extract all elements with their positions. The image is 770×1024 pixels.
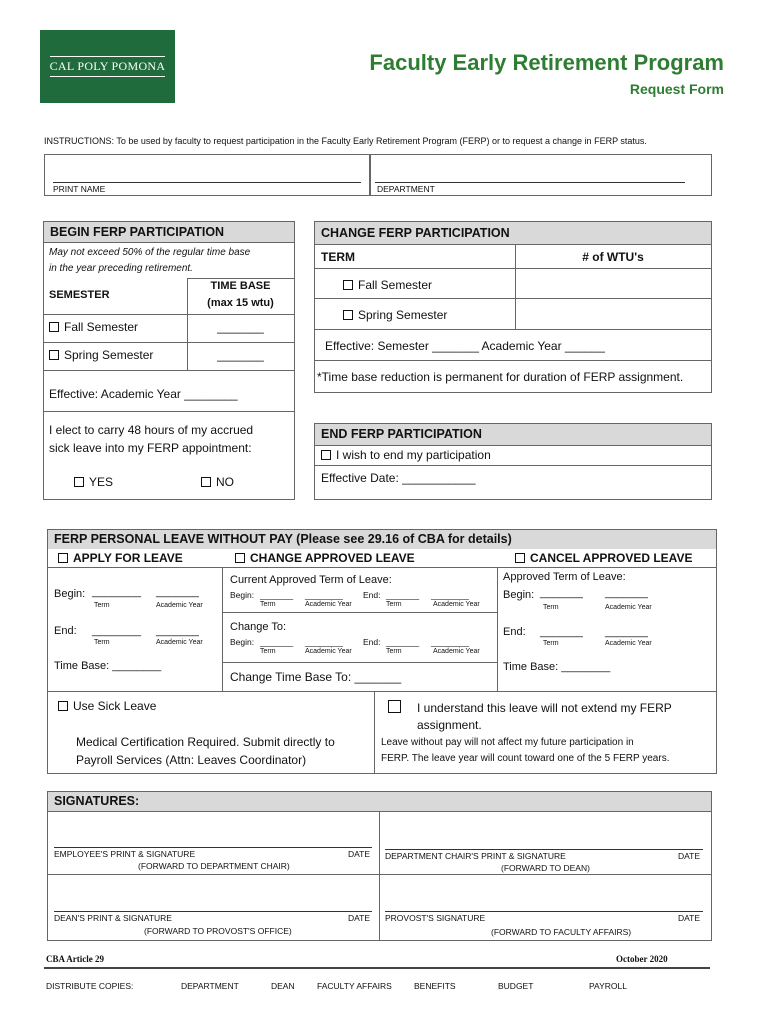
checkbox-icon (58, 701, 68, 711)
checkbox-icon (49, 322, 59, 332)
department-field[interactable] (370, 154, 712, 196)
copy-dean: DEAN (271, 981, 295, 991)
employee-date-label: DATE (348, 849, 371, 859)
change-ferp-section (314, 221, 712, 393)
leave-note-2: FERP. The leave year will count toward one of the 5 FERP years. (381, 753, 670, 764)
signatures-section (47, 791, 712, 941)
end-ferp-section (314, 423, 712, 500)
chair-date-label: DATE (678, 851, 701, 861)
copy-faculty-affairs: FACULTY AFFAIRS (317, 981, 392, 991)
begin-fall-blank[interactable]: _______ (217, 320, 264, 334)
logo-text: CAL POLY POMONA (50, 56, 166, 77)
provost-date-label: DATE (678, 913, 701, 923)
year-caption: Academic Year (156, 639, 203, 646)
current-end-label: End: (363, 590, 381, 600)
copy-budget: BUDGET (498, 981, 534, 991)
checkbox-icon (58, 553, 68, 563)
current-end-year[interactable]: ________ (431, 590, 469, 600)
change-spring-option[interactable] (343, 308, 447, 322)
yes-option[interactable] (74, 475, 113, 489)
copy-department: DEPARTMENT (181, 981, 239, 991)
instructions: INSTRUCTIONS: To be used by faculty to request participation in the Faculty Early Retirement Program (FERP) or to request a change in FERP status. (44, 136, 647, 146)
change-spring-label: Spring Semester (358, 308, 448, 322)
understand-text-1: I understand this leave will not extend my FERP (417, 701, 672, 715)
term-header: TERM (321, 250, 355, 264)
current-approved-term: Current Approved Term of Leave: (230, 574, 392, 586)
term-caption: Term (260, 601, 276, 608)
cancel-end-label: End: (503, 626, 526, 638)
chair-signature-field[interactable] (385, 820, 703, 848)
current-end-term[interactable]: _______ (386, 590, 420, 600)
logo (40, 30, 175, 103)
apply-end-label: End: (54, 625, 77, 637)
dean-signature-label: DEAN'S PRINT & SIGNATURE (54, 913, 172, 923)
form-title: Faculty Early Retirement Program (369, 50, 724, 75)
leave-note-1: Leave without pay will not affect my future participation in (381, 737, 634, 748)
department-label: DEPARTMENT (377, 184, 435, 194)
distribute-label: DISTRIBUTE COPIES: (46, 981, 134, 991)
cancel-end-term[interactable]: _______ (540, 626, 583, 638)
checkbox-icon (321, 450, 331, 460)
begin-ferp-title: BEGIN FERP PARTICIPATION (44, 222, 294, 242)
checkbox-icon (343, 280, 353, 290)
cancel-begin-term[interactable]: _______ (540, 587, 583, 599)
yes-label: YES (89, 475, 114, 489)
apply-time-base[interactable]: Time Base: ________ (54, 660, 162, 672)
begin-spring-blank[interactable]: _______ (217, 348, 264, 362)
provost-forward: (FORWARD TO FACULTY AFFAIRS) (491, 927, 632, 937)
sick-leave-text-2: sick leave into my FERP appointment: (49, 441, 252, 455)
employee-signature-label: EMPLOYEE'S PRINT & SIGNATURE (54, 849, 196, 859)
time-base-header: TIME BASE (210, 280, 271, 292)
apply-leave-option[interactable] (58, 551, 183, 565)
print-name-label: PRINT NAME (53, 184, 106, 194)
change-end-label: End: (363, 637, 381, 647)
year-caption: Academic Year (305, 601, 352, 608)
apply-end-year[interactable]: _______ (156, 625, 199, 637)
use-sick-leave-option[interactable] (58, 699, 156, 713)
apply-end-term[interactable]: ________ (92, 625, 141, 637)
print-name-field[interactable] (44, 154, 370, 196)
begin-effective[interactable]: Effective: Academic Year ________ (49, 387, 238, 401)
cancel-end-year[interactable]: _______ (605, 626, 648, 638)
begin-spring-option[interactable] (49, 348, 153, 362)
dean-signature-field[interactable] (54, 882, 372, 910)
change-begin-term[interactable]: _______ (260, 637, 294, 647)
end-wish-label: I wish to end my participation (336, 448, 491, 462)
wtu-header: # of WTU's (582, 250, 644, 264)
begin-note-1: May not exceed 50% of the regular time base (49, 247, 251, 258)
checkbox-icon (235, 553, 245, 563)
change-time-base[interactable]: Change Time Base To: _______ (230, 670, 402, 684)
semester-header: SEMESTER (49, 289, 110, 301)
checkbox-icon (201, 477, 211, 487)
understand-text-2: assignment. (417, 718, 482, 732)
apply-end[interactable] (54, 625, 77, 637)
term-caption: Term (386, 601, 402, 608)
term-caption: Term (543, 640, 559, 647)
cancel-leave-option[interactable] (515, 551, 692, 565)
term-caption: Term (543, 604, 559, 611)
apply-begin-year[interactable]: _______ (156, 586, 199, 598)
current-begin-year[interactable]: ________ (305, 590, 343, 600)
understand-checkbox[interactable] (388, 700, 401, 713)
change-end-term[interactable]: _______ (386, 637, 420, 647)
apply-begin[interactable] (54, 588, 85, 600)
change-ferp-title: CHANGE FERP PARTICIPATION (315, 222, 711, 244)
term-caption: Term (260, 648, 276, 655)
cancel-begin-label: Begin: (503, 589, 535, 601)
apply-leave-label: APPLY FOR LEAVE (73, 551, 183, 565)
current-begin-label: Begin: (230, 590, 255, 600)
begin-spring-label: Spring Semester (64, 348, 154, 362)
begin-note-2: in the year preceding retirement. (49, 263, 193, 274)
checkbox-icon (49, 350, 59, 360)
leave-section (47, 529, 717, 774)
employee-signature-field[interactable] (54, 820, 372, 846)
approved-term: Approved Term of Leave: (503, 571, 626, 583)
change-note: *Time base reduction is permanent for duration of FERP assignment. (317, 370, 684, 384)
year-caption: Academic Year (433, 601, 480, 608)
chair-forward: (FORWARD TO DEAN) (501, 863, 590, 873)
medical-cert-1: Medical Certification Required. Submit directly to (76, 735, 335, 749)
dean-date-label: DATE (348, 913, 371, 923)
year-caption: Academic Year (605, 604, 652, 611)
year-caption: Academic Year (156, 602, 203, 609)
sick-leave-text-1: I elect to carry 48 hours of my accrued (49, 423, 254, 437)
change-leave-option[interactable] (235, 551, 415, 565)
cancel-begin-year[interactable]: _______ (605, 587, 648, 599)
cba-article: CBA Article 29 (46, 954, 104, 964)
footer-divider (44, 967, 710, 969)
term-caption: Term (94, 602, 110, 609)
year-caption: Academic Year (433, 648, 480, 655)
change-effective[interactable]: Effective: Semester _______ Academic Year ______ (325, 339, 605, 353)
change-begin-year[interactable]: ________ (305, 637, 343, 647)
employee-forward: (FORWARD TO DEPARTMENT CHAIR) (138, 861, 290, 871)
end-ferp-title: END FERP PARTICIPATION (315, 424, 711, 445)
end-wish-option[interactable] (321, 448, 491, 462)
change-end-year[interactable]: ________ (431, 637, 469, 647)
chair-signature-label: DEPARTMENT CHAIR'S PRINT & SIGNATURE (385, 851, 566, 861)
current-begin-term[interactable]: _______ (260, 590, 294, 600)
checkbox-icon (343, 310, 353, 320)
form-subtitle: Request Form (629, 81, 724, 97)
change-leave-label: CHANGE APPROVED LEAVE (250, 551, 415, 565)
begin-fall-option[interactable] (49, 320, 138, 334)
no-option[interactable] (201, 475, 234, 489)
year-caption: Academic Year (605, 640, 652, 647)
change-fall-option[interactable] (343, 278, 432, 292)
copy-payroll: PAYROLL (589, 981, 627, 991)
copy-benefits: BENEFITS (414, 981, 456, 991)
cancel-leave-label: CANCEL APPROVED LEAVE (530, 551, 693, 565)
change-fall-label: Fall Semester (358, 278, 433, 292)
time-base-max: (max 15 wtu) (207, 297, 274, 309)
signatures-title: SIGNATURES: (48, 792, 711, 811)
begin-fall-label: Fall Semester (64, 320, 139, 334)
checkbox-icon (74, 477, 84, 487)
leave-title: FERP PERSONAL LEAVE WITHOUT PAY (Please see 29.16 of CBA for details) (48, 530, 716, 549)
checkbox-icon (515, 553, 525, 563)
apply-begin-label: Begin: (54, 588, 86, 600)
dean-forward: (FORWARD TO PROVOST'S OFFICE) (144, 926, 292, 936)
use-sick-leave-label: Use Sick Leave (73, 699, 157, 713)
footer-date: October 2020 (616, 954, 668, 964)
begin-ferp-section (43, 221, 295, 500)
change-to-label: Change To: (230, 621, 287, 633)
term-caption: Term (94, 639, 110, 646)
provost-signature-label: PROVOST'S SIGNATURE (385, 913, 486, 923)
change-begin-label: Begin: (230, 637, 255, 647)
year-caption: Academic Year (305, 648, 352, 655)
term-caption: Term (386, 648, 402, 655)
no-label: NO (216, 475, 234, 489)
provost-signature-field[interactable] (385, 882, 703, 910)
end-effective[interactable]: Effective Date: ___________ (321, 471, 476, 485)
cancel-time-base[interactable]: Time Base: ________ (503, 661, 611, 673)
apply-begin-term[interactable]: ________ (92, 586, 141, 598)
medical-cert-2: Payroll Services (Attn: Leaves Coordinator) (76, 753, 307, 767)
